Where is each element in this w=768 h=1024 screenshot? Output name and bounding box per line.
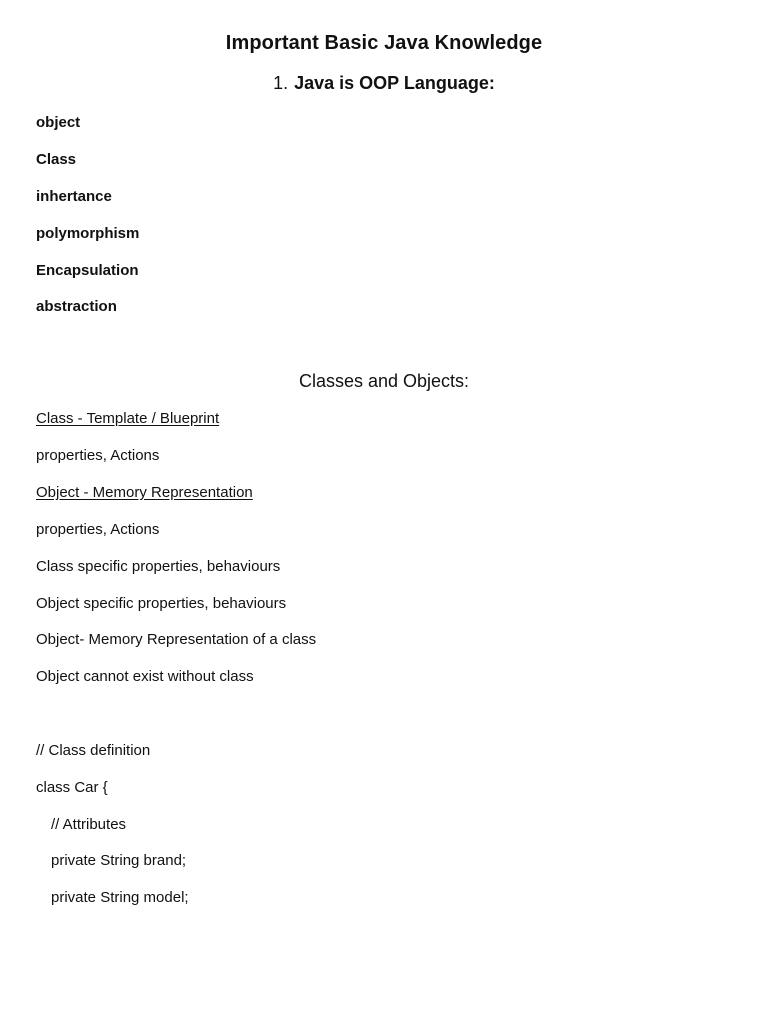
class-specific-line: Class specific properties, behaviours [36, 558, 281, 575]
section-heading-text: Java is OOP Language: [294, 73, 495, 93]
class-definition-line: Class - Template / Blueprint [36, 410, 220, 427]
oop-item-class: Class [36, 151, 77, 168]
object-memory-line: Object- Memory Representation of a class [36, 631, 317, 648]
oop-item-inheritance: inhertance [36, 188, 112, 205]
document-title: Important Basic Java Knowledge [225, 32, 543, 54]
object-cannot-exist-line: Object cannot exist without class [36, 668, 254, 685]
class-properties-line: properties, Actions [36, 447, 160, 464]
object-specific-line: Object specific properties, behaviours [36, 595, 287, 612]
oop-item-abstraction: abstraction [36, 298, 117, 315]
object-properties-line: properties, Actions [36, 521, 160, 538]
code-comment-class-definition: // Class definition [36, 742, 151, 759]
code-comment-attributes: // Attributes [51, 816, 127, 833]
code-brand-field: private String brand; [51, 852, 187, 869]
oop-item-object: object [36, 114, 81, 131]
section-number: 1. [273, 73, 289, 93]
object-definition-line: Object - Memory Representation [36, 484, 253, 501]
oop-item-polymorphism: polymorphism [36, 225, 140, 242]
section-heading-oop [0, 73, 768, 94]
section-heading-classes-objects: Classes and Objects: [298, 371, 470, 391]
code-class-declaration: class Car { [36, 779, 108, 796]
code-model-field: private String model; [51, 889, 189, 906]
oop-item-encapsulation: Encapsulation [36, 262, 139, 279]
